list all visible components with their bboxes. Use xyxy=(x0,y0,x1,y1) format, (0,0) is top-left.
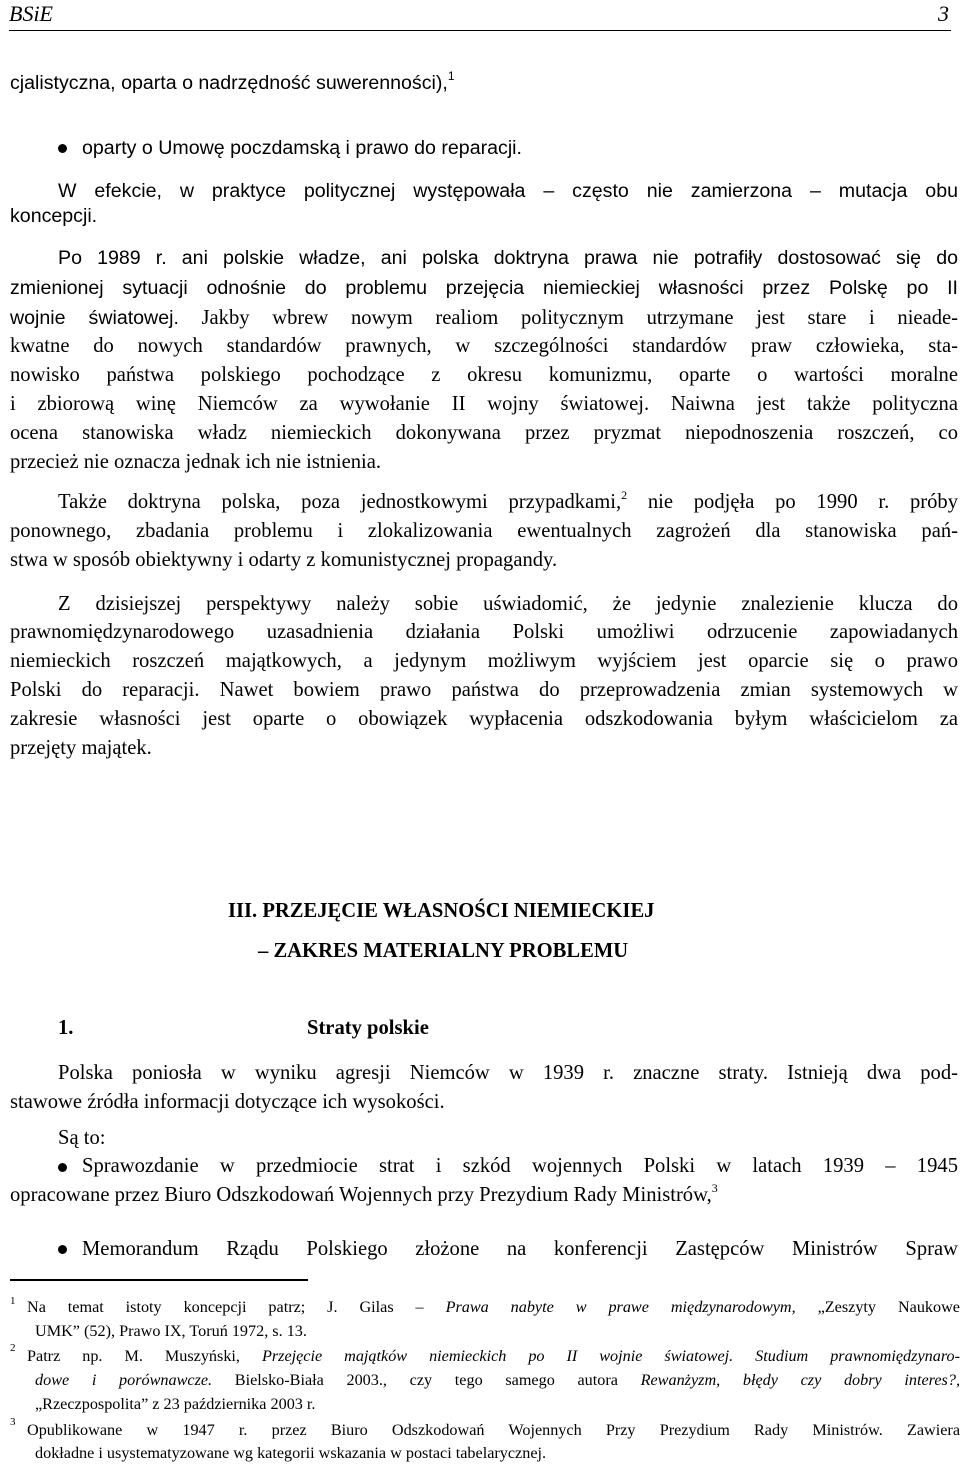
bullet-item: Memorandum Rządu Polskiego złożone na konferencji Zastępców Ministrów Spraw xyxy=(82,1238,958,1260)
text-span: opracowane przez Biuro Odszkodowań Wojennych przy Prezydium Rady Ministrów, xyxy=(10,1184,712,1206)
text-line xyxy=(58,489,958,515)
page-number: 3 xyxy=(938,1,949,26)
text-line: Są to: xyxy=(58,1127,106,1149)
footnote-number: 1 xyxy=(10,1295,16,1307)
bullet-icon xyxy=(58,1245,67,1254)
footnote-number: 2 xyxy=(10,1342,16,1354)
text-span: Naiwna jest także polityczna xyxy=(670,393,958,415)
text-line: Po 1989 r. ani polskie władze, ani polska doktryna prawa nie potrafiły dostosować się do xyxy=(58,247,958,269)
text-line: prawnomiędzynarodowego uzasadnienia działania Polski umożliwi odrzucenie zapowiadanych xyxy=(10,621,958,643)
text-line: zmienionej sytuacji odnośnie do problemu przejęcia niemieckiej własności przez Polskę po II xyxy=(10,277,958,299)
text-line: stwa w sposób obiektywny i odarty z komunistycznej propagandy. xyxy=(10,549,558,571)
subsection-number: 1. xyxy=(58,1017,74,1039)
text-span: nie podjęła po 1990 r. próby xyxy=(647,491,958,513)
footnote-line xyxy=(35,1370,960,1390)
subsection-title: Straty polskie xyxy=(307,1017,429,1039)
text-line: przecież nie oznacza jednak ich nie istnienia. xyxy=(10,451,382,473)
footnote-line: Opublikowane w 1947 r. przez Biuro Odszkodowań Wojennych Przy Prezydium Rady Ministrów. Zawiera xyxy=(27,1421,960,1439)
text-span: Patrz np. M. Muszyński, xyxy=(27,1347,240,1365)
text-span: „Zeszyty Naukowe xyxy=(817,1298,960,1316)
footnote-separator xyxy=(10,1279,308,1281)
text-span: Prawa nabyte w prawe międzynarodowym, xyxy=(445,1298,796,1316)
footnote-ref: 2 xyxy=(621,488,628,502)
text-line: stawowe źródła informacji dotyczące ich wysokości. xyxy=(10,1091,445,1113)
section-subtitle: – ZAKRES MATERIALNY PROBLEMU xyxy=(258,940,629,962)
footnote-line: dokładne i usystematyzowane wg kategorii wskazania w postaci tabelarycznej. xyxy=(35,1444,547,1462)
footnote-line: „Rzeczpospolita” z 23 października 2003 r. xyxy=(35,1395,316,1413)
text-line xyxy=(10,70,455,96)
text-line xyxy=(10,1182,718,1208)
text-line xyxy=(10,391,958,417)
text-line: niemieckich roszczeń majątkowych, a jedynym możliwym wyjściem jest oparcie się o prawo xyxy=(10,650,958,672)
bullet-icon xyxy=(58,144,67,153)
text-line: ocena stanowiska władz niemieckich dokonywana przez pryzmat niepodnoszenia roszczeń, co xyxy=(10,422,958,444)
footnote-number: 3 xyxy=(10,1416,16,1428)
text-span: dowe i porównawcze. xyxy=(35,1371,213,1389)
text-line: Polski do reparacji. Nawet bowiem prawo państwa do przeprowadzenia zmian systemowych w xyxy=(10,679,958,701)
footnote-line xyxy=(27,1346,960,1366)
text-span: Jakby wbrew nowym realiom politycznym utrzymane jest stare i nieade- xyxy=(201,307,959,329)
text-span: Rewanżyzm, błędy czy dobry interes?, xyxy=(640,1371,960,1389)
text-line: nowisko państwa polskiego pochodzące z okresu komunizmu, oparte o wartości moralne xyxy=(10,364,958,386)
text-line: zakresie własności jest oparte o obowiązek wypłacenia odszkodowania byłym właścicielom za xyxy=(10,708,958,730)
footnote-ref: 3 xyxy=(711,1181,718,1195)
text-line xyxy=(10,305,958,331)
footnote-ref: 1 xyxy=(447,69,455,83)
text-span: cjalistyczna, oparta o nadrzędność suwerenności), xyxy=(10,72,448,94)
text-span: wojnie światowej. xyxy=(10,307,179,329)
text-line: przejęty majątek. xyxy=(10,737,152,759)
text-span: Na temat istoty koncepcji patrz; J. Gilas – xyxy=(27,1298,424,1316)
text-span: i zbiorową winę Niemców za wywołanie II wojny światowej. xyxy=(10,393,650,415)
text-span: Bielsko-Biała 2003., czy tego samego autora xyxy=(234,1371,618,1389)
journal-abbrev: BSiE xyxy=(9,1,53,26)
bullet-icon xyxy=(58,1163,67,1172)
footnote-line: UMK” (52), Prawo IX, Toruń 1972, s. 13. xyxy=(35,1322,307,1340)
section-title: III. PRZEJĘCIE WŁASNOŚCI NIEMIECKIEJ xyxy=(228,900,655,922)
text-line: W efekcie, w praktyce politycznej występowała – często nie zamierzona – mutacja obu xyxy=(58,180,958,202)
text-line: kwatne do nowych standardów prawnych, w szczególności standardów praw człowieka, sta- xyxy=(10,335,958,357)
footnote-line xyxy=(27,1297,960,1317)
text-line: Polska poniosła w wyniku agresji Niemców w 1939 r. znaczne straty. Istnieją dwa pod- xyxy=(58,1062,958,1084)
bullet-item: oparty o Umowę poczdamską i prawo do reparacji. xyxy=(82,137,522,159)
text-span: Także doktryna polska, poza jednostkowymi przypadkami, xyxy=(58,491,622,513)
text-line: Z dzisiejszej perspektywy należy sobie uświadomić, że jedynie znalezienie klucza do xyxy=(58,593,958,615)
bullet-item: Sprawozdanie w przedmiocie strat i szkód wojennych Polski w latach 1939 – 1945 xyxy=(82,1155,958,1177)
running-header xyxy=(9,0,951,31)
text-span: Przejęcie majątków niemieckich po II wojnie światowej. Studium prawnomiędzynaro- xyxy=(261,1347,960,1365)
text-line: koncepcji. xyxy=(10,205,98,227)
text-line: ponownego, zbadania problemu i zlokalizowania ewentualnych zagrożeń dla stanowiska pań- xyxy=(10,520,958,542)
